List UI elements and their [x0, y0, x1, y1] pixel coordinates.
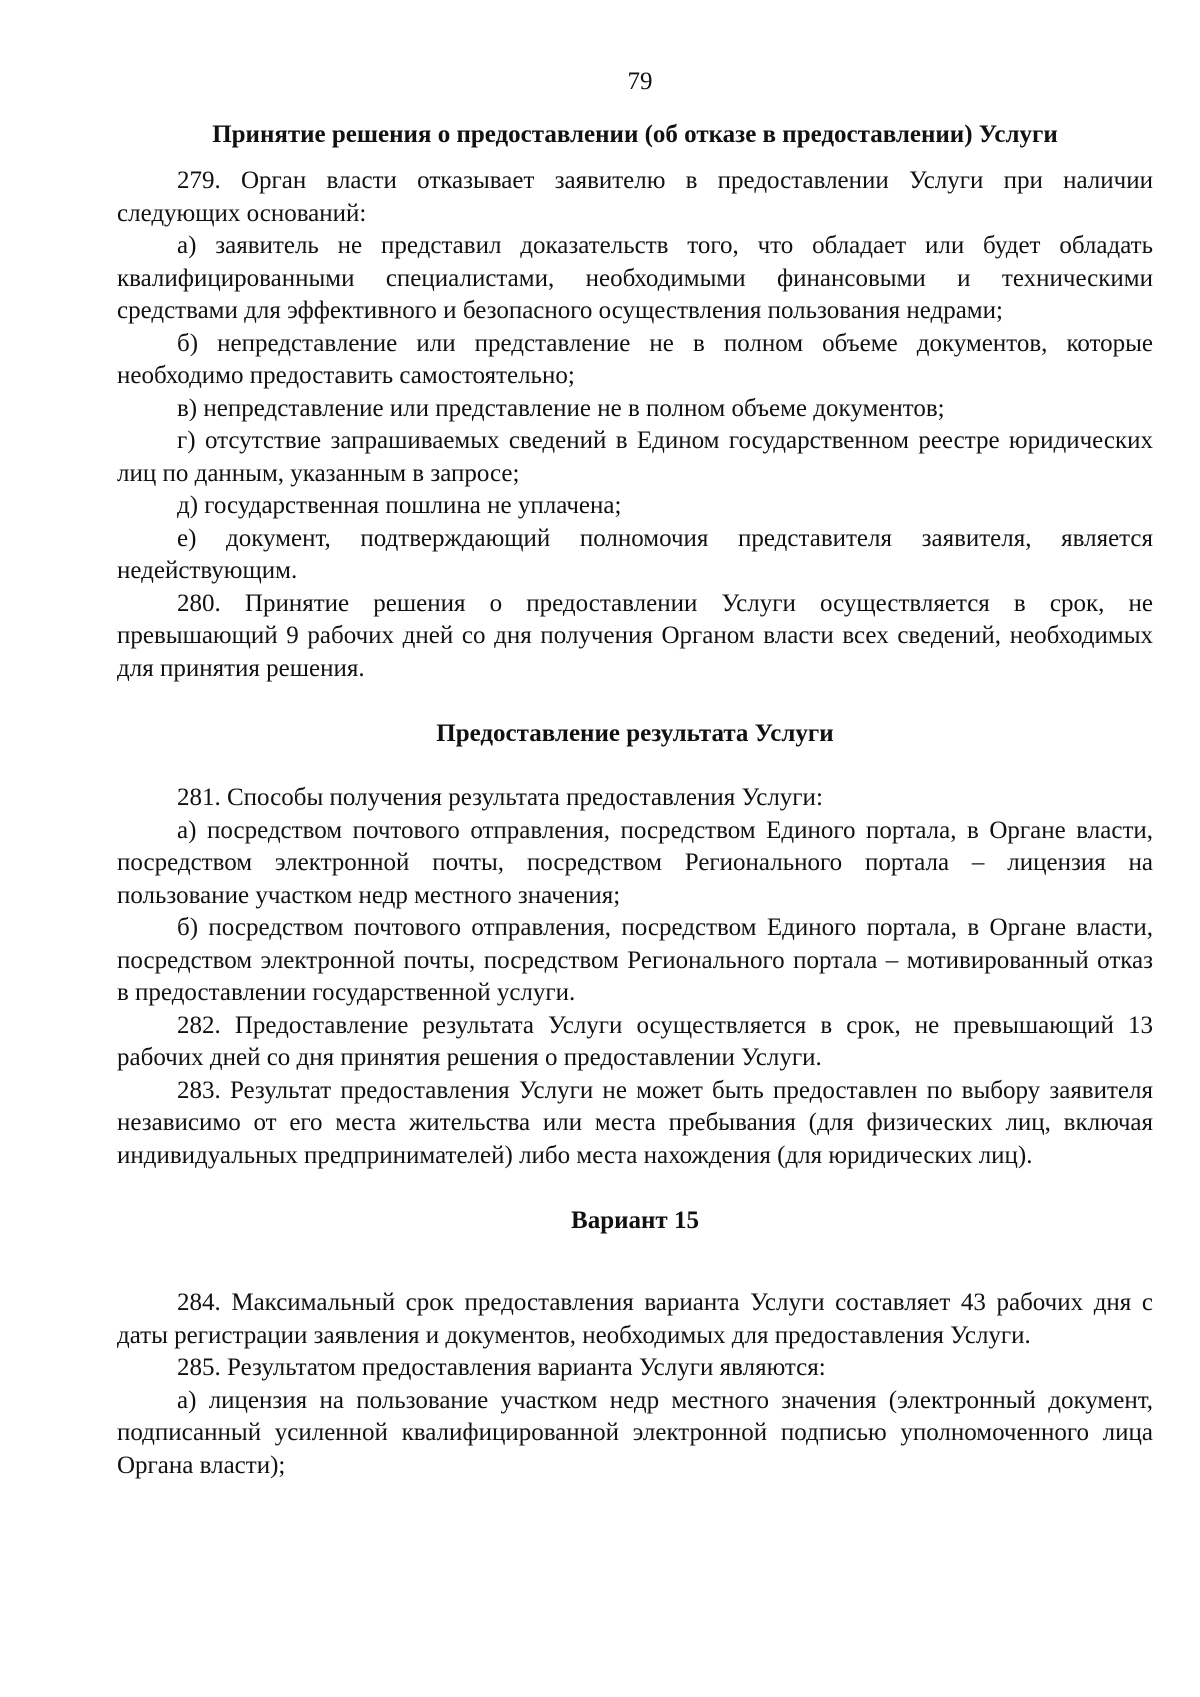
- paragraph-279-b: б) непредставление или представление не в полном объеме документов, которые необходимо предоставить самостоятельно;: [117, 329, 1153, 389]
- page-number: 79: [627, 68, 653, 95]
- paragraph-284: 284. Максимальный срок предоставления варианта Услуги составляет 43 рабочих дня с даты регистрации заявления и документов, необходимых для предоставления Услуги.: [117, 1289, 1153, 1349]
- paragraph-285: 285. Результатом предоставления варианта Услуги являются:: [177, 1354, 826, 1381]
- paragraph-282: 282. Предоставление результата Услуги осуществляется в срок, не превышающий 13 рабочих дней со дня принятия решения о предоставлении Услуги.: [117, 1011, 1153, 1071]
- paragraph-279-e: е) документ, подтверждающий полномочия представителя заявителя, является недействующим.: [117, 524, 1153, 584]
- paragraph-279-g: г) отсутствие запрашиваемых сведений в Едином государственном реестре юридических лиц по данным, указанным в запросе;: [117, 427, 1153, 487]
- document-page: [117, 66, 1153, 1482]
- paragraph-281: 281. Способы получения результата предоставления Услуги:: [177, 784, 823, 811]
- section-heading-decision: Принятие решения о предоставлении (об отказе в предоставлении) Услуги: [212, 121, 1058, 148]
- paragraph-279-d: д) государственная пошлина не уплачена;: [177, 492, 622, 519]
- paragraph-279-a: а) заявитель не представил доказательств того, что обладает или будет обладать квалифицированными специалистами, необходимыми финансовыми и техническими средствами для эффективного и безопасного осуществления пользования недрами;: [117, 232, 1153, 324]
- paragraph-285-a: а) лицензия на пользование участком недр местного значения (электронный документ, подписанный усиленной квалифицированной электронной подписью уполномоченного лица Органа власти);: [117, 1386, 1153, 1479]
- section-heading-result: Предоставление результата Услуги: [436, 720, 834, 747]
- paragraph-279-v: в) непредставление или представление не в полном объеме документов;: [177, 394, 945, 422]
- paragraph-279: 279. Орган власти отказывает заявителю в предоставлении Услуги при наличии следующих оснований:: [117, 167, 1153, 227]
- paragraph-281-a: а) посредством почтового отправления, посредством Единого портала, в Органе власти, посредством электронной почты, посредством Регионального портала – лицензия на пользование участком недр местного значения;: [117, 816, 1153, 909]
- paragraph-283: 283. Результат предоставления Услуги не может быть предоставлен по выбору заявителя независимо от его места жительства или места пребывания (для физических лиц, включая индивидуальных предпринимателей) либо места нахождения (для юридических лиц).: [117, 1076, 1153, 1169]
- paragraph-281-b: б) посредством почтового отправления, посредством Единого портала, в Органе власти, посредством электронной почты, посредством Регионального портала – мотивированный отказ в предоставлении государственной услуги.: [117, 914, 1153, 1006]
- paragraph-280: 280. Принятие решения о предоставлении Услуги осуществляется в срок, не превышающий 9 рабочих дней со дня получения Органом власти всех сведений, необходимых для принятия решения.: [117, 589, 1153, 682]
- section-heading-variant-15: Вариант 15: [571, 1207, 699, 1234]
